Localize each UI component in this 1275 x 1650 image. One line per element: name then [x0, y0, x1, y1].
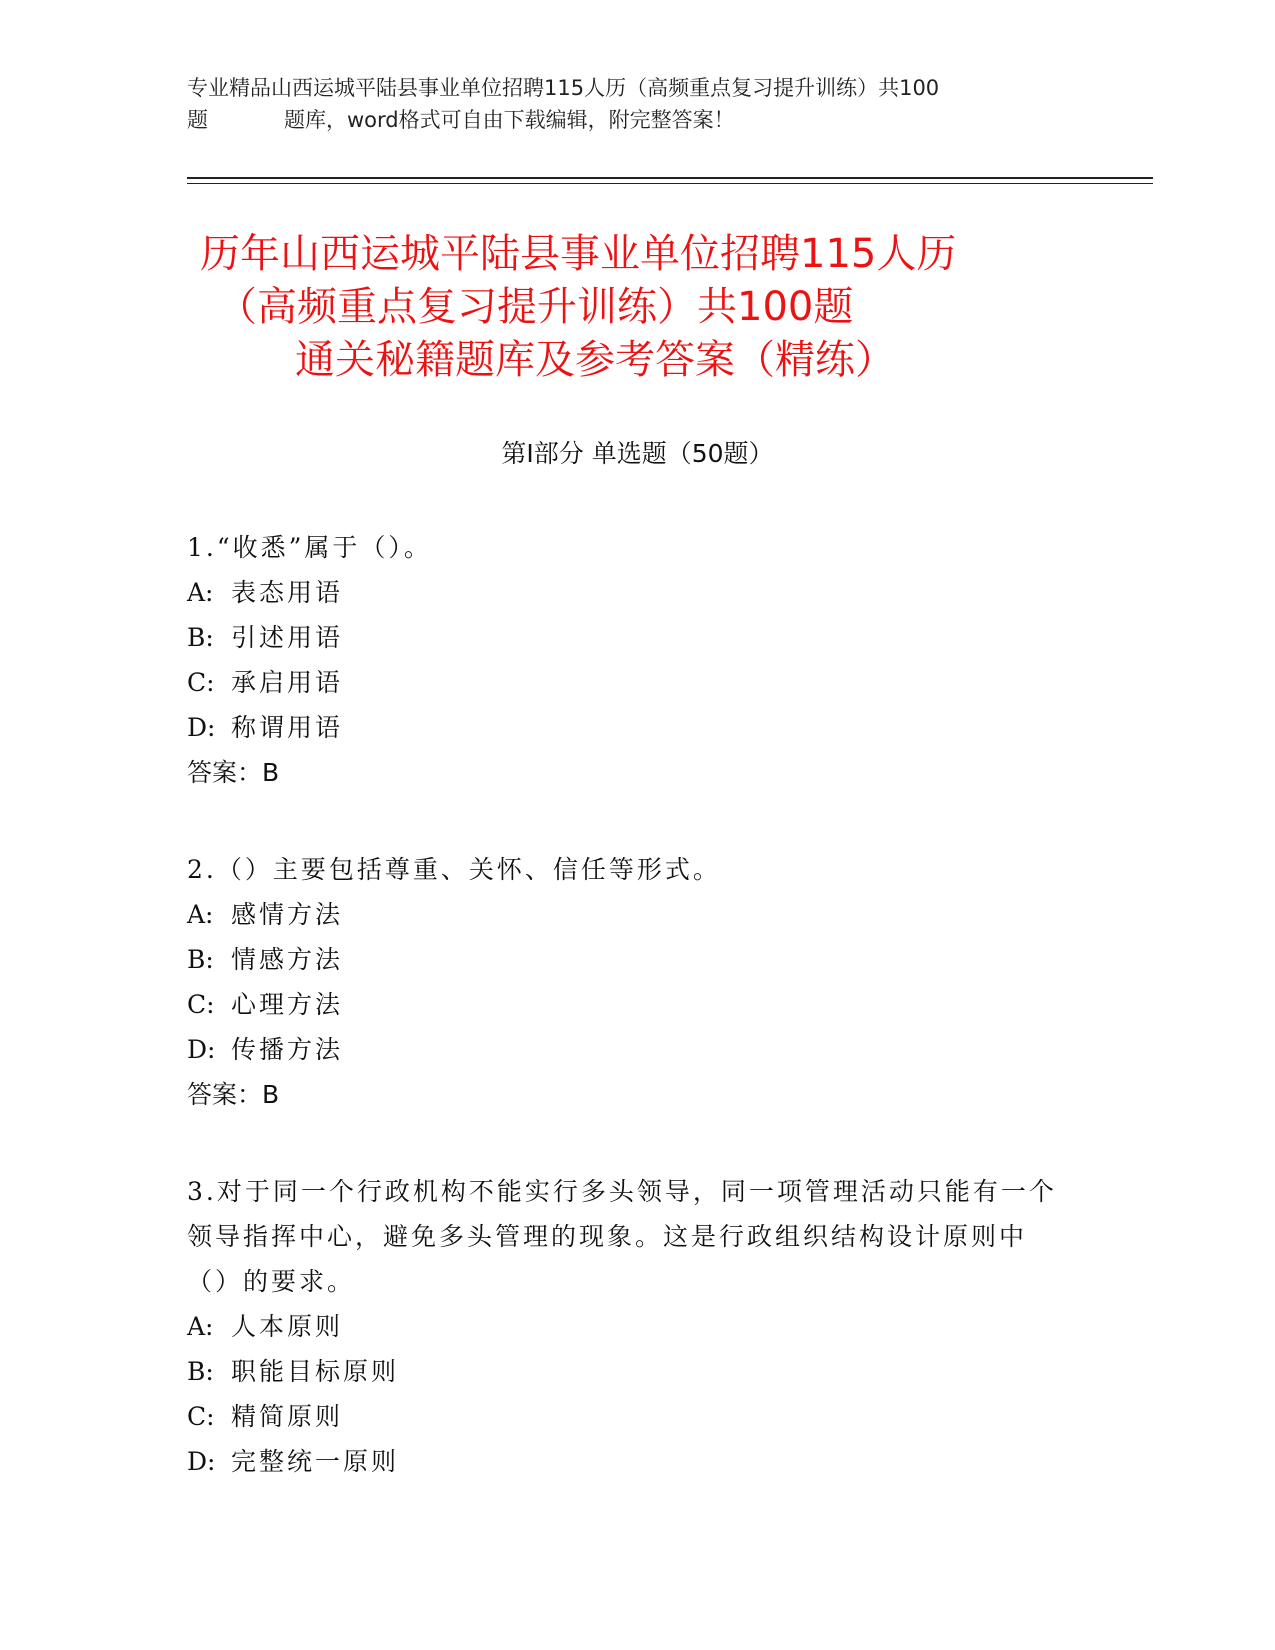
- question-item: [187, 847, 1067, 1117]
- option-letter: C:: [187, 668, 215, 697]
- header-divider-thick: [187, 177, 1153, 179]
- option-a: [187, 1304, 1067, 1349]
- option-d: [187, 705, 1067, 750]
- option-letter: D:: [187, 1447, 216, 1476]
- option-letter: A:: [187, 900, 214, 929]
- option-letter: D:: [187, 713, 216, 742]
- option-d: [187, 1027, 1067, 1072]
- header-line-2-start: 题: [187, 108, 208, 132]
- header-line-1: 专业精品山西运城平陆县事业单位招聘115人历（高频重点复习提升训练）共100: [187, 76, 940, 100]
- option-b: [187, 1349, 1067, 1394]
- option-letter: B:: [187, 623, 214, 652]
- option-d: [187, 1439, 1067, 1484]
- option-text: 表态用语: [231, 578, 344, 607]
- option-text: 情感方法: [231, 945, 344, 974]
- option-letter: D:: [187, 1035, 216, 1064]
- document-header: [187, 72, 1087, 136]
- header-line-2-end: 题库，word格式可自由下载编辑，附完整答案！: [284, 108, 735, 132]
- document-title: [150, 228, 1110, 387]
- option-text: 人本原则: [231, 1312, 344, 1341]
- title-line-1: 历年山西运城平陆县事业单位招聘115人历: [200, 231, 957, 277]
- option-a: [187, 570, 1067, 615]
- question-list: [187, 525, 1067, 1536]
- question-item: [187, 1169, 1067, 1484]
- option-letter: A:: [187, 1312, 214, 1341]
- header-divider-thin: [187, 183, 1153, 184]
- option-c: [187, 1394, 1067, 1439]
- question-stem: 1.“收悉”属于（）。: [187, 533, 432, 562]
- question-item: [187, 525, 1067, 795]
- option-text: 完整统一原则: [231, 1447, 400, 1476]
- section-title: 第Ⅰ部分 单选题（50题）: [501, 439, 774, 468]
- option-b: [187, 615, 1067, 660]
- answer-line: 答案：B: [187, 758, 280, 787]
- header-line-2: [187, 104, 1087, 136]
- option-letter: C:: [187, 1402, 215, 1431]
- option-b: [187, 937, 1067, 982]
- title-line-2: （高频重点复习提升训练）共100题: [217, 284, 854, 330]
- option-letter: B:: [187, 1357, 214, 1386]
- option-a: [187, 892, 1067, 937]
- question-stem: 2.（）主要包括尊重、关怀、信任等形式。: [187, 855, 721, 884]
- question-stem: 3.对于同一个行政机构不能实行多头领导，同一项管理活动只能有一个领导指挥中心，避免多头管理的现象。这是行政组织结构设计原则中（）的要求。: [187, 1177, 1057, 1296]
- option-letter: C:: [187, 990, 215, 1019]
- option-c: [187, 982, 1067, 1027]
- option-text: 职能目标原则: [231, 1357, 400, 1386]
- option-letter: A:: [187, 578, 214, 607]
- option-text: 称谓用语: [231, 713, 344, 742]
- option-text: 传播方法: [231, 1035, 344, 1064]
- option-text: 心理方法: [231, 990, 344, 1019]
- option-letter: B:: [187, 945, 214, 974]
- option-c: [187, 660, 1067, 705]
- option-text: 精简原则: [231, 1402, 344, 1431]
- option-text: 感情方法: [231, 900, 344, 929]
- answer-line: 答案：B: [187, 1080, 280, 1109]
- option-text: 引述用语: [231, 623, 344, 652]
- option-text: 承启用语: [231, 668, 344, 697]
- title-line-3: 通关秘籍题库及参考答案（精练）: [295, 337, 895, 383]
